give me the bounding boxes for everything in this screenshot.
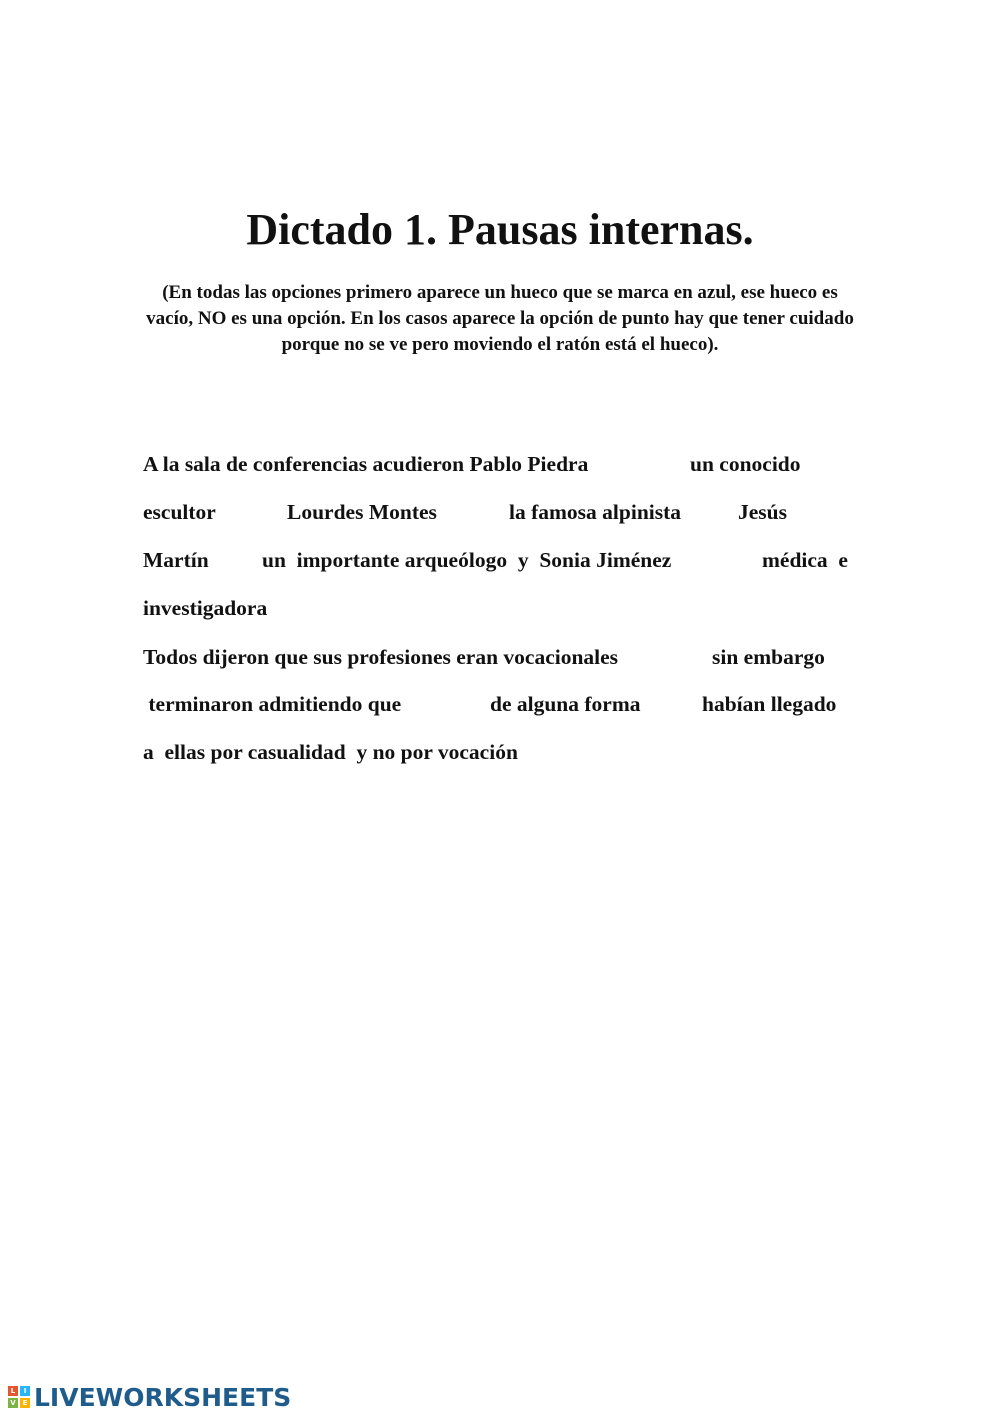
answer-gap[interactable]	[226, 500, 282, 524]
text-fragment: un conocido	[690, 452, 801, 476]
exercise-line	[0, 593, 1000, 623]
text-fragment: escultor	[143, 500, 216, 524]
text-fragment: investigadora	[143, 596, 268, 620]
text-fragment: habían llegado	[702, 692, 837, 716]
logo-cell: I	[20, 1386, 30, 1396]
exercise-line	[0, 642, 1000, 672]
text-fragment: la famosa alpinista	[509, 500, 682, 524]
brand-name: LIVEWORKSHEETS	[34, 1382, 292, 1412]
exercise-line	[0, 449, 1000, 479]
page-title: Dictado 1. Pausas internas.	[246, 205, 754, 254]
footer-brand	[8, 1381, 291, 1413]
logo-cell: V	[8, 1398, 18, 1408]
answer-gap[interactable]	[430, 692, 486, 716]
answer-gap[interactable]	[668, 645, 708, 669]
answer-gap[interactable]	[455, 500, 505, 524]
answer-gap[interactable]	[634, 452, 686, 476]
text-fragment: Lourdes Montes	[287, 500, 437, 524]
exercise-line	[0, 545, 1000, 575]
text-fragment: a ellas por casualidad y no por vocación	[143, 740, 518, 764]
text-fragment: Martín	[143, 548, 209, 572]
answer-gap[interactable]	[700, 500, 734, 524]
text-fragment: un importante arqueólogo y Sonia Jiménez	[262, 548, 672, 572]
exercise-line	[0, 689, 1000, 719]
text-fragment: Todos dijeron que sus profesiones eran vocacionales	[143, 645, 619, 669]
logo-cell: L	[8, 1386, 18, 1396]
liveworksheets-logo-icon	[8, 1386, 30, 1408]
answer-gap[interactable]	[556, 740, 596, 764]
text-fragment: A la sala de conferencias acudieron Pablo Piedra	[143, 452, 589, 476]
text-fragment: sin embargo	[712, 645, 825, 669]
answer-gap[interactable]	[714, 548, 758, 572]
exercise-line	[0, 737, 1000, 767]
logo-cell: E	[20, 1398, 30, 1408]
text-fragment: Jesús	[738, 500, 787, 524]
text-fragment: médica e	[762, 548, 848, 572]
exercise-line	[0, 497, 1000, 527]
answer-gap[interactable]	[218, 548, 258, 572]
text-fragment: terminaron admitiendo que	[143, 692, 402, 716]
answer-gap[interactable]	[658, 692, 698, 716]
text-fragment: de alguna forma	[490, 692, 641, 716]
instructions-text: (En todas las opciones primero aparece un hueco que se marca en azul, ese hueco es vacío, NO es una opción. En los casos aparece la opción de punto hay que tener cuidado porque no se ve pero moviendo el ratón está el hueco).	[146, 282, 854, 355]
